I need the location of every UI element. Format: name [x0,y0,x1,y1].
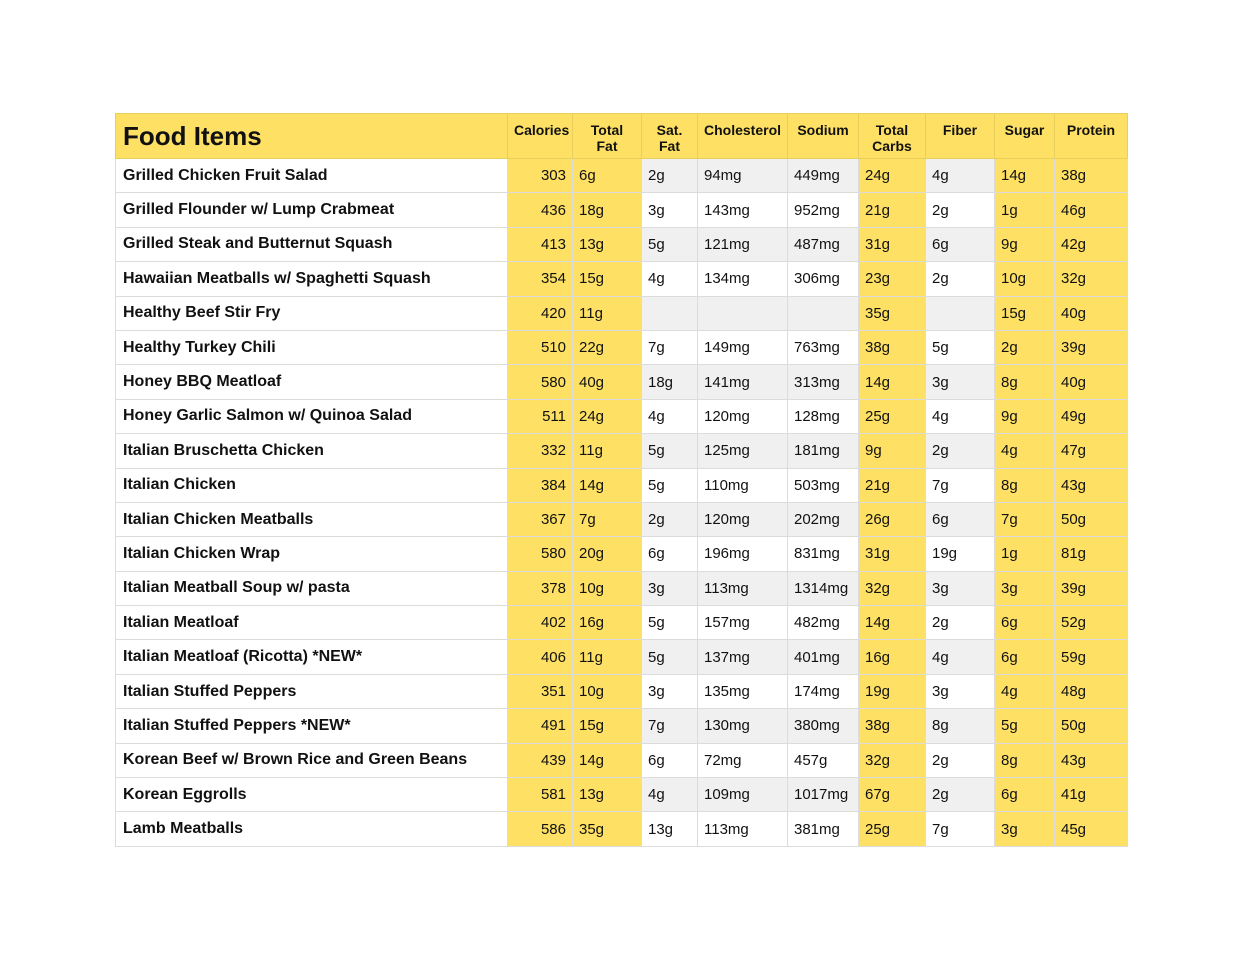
sugar-cell: 6g [995,778,1055,812]
calories-cell: 511 [508,399,573,433]
food-name-cell: Italian Chicken [116,468,508,502]
sugar-cell: 14g [995,159,1055,193]
sat-fat-cell: 18g [642,365,698,399]
table-row [116,778,1128,812]
food-name-cell: Healthy Turkey Chili [116,330,508,364]
sat-fat-cell: 3g [642,674,698,708]
protein-cell: 50g [1055,502,1128,536]
sugar-cell: 2g [995,330,1055,364]
sodium-cell: 174mg [788,674,859,708]
calories-cell: 413 [508,227,573,261]
protein-cell: 42g [1055,227,1128,261]
total-carbs-cell: 67g [859,778,926,812]
fiber-cell: 3g [926,365,995,399]
sat-fat-cell: 5g [642,468,698,502]
sat-fat-cell: 2g [642,502,698,536]
sugar-cell: 6g [995,640,1055,674]
total-fat-cell: 20g [573,537,642,571]
sodium-cell: 763mg [788,330,859,364]
food-name-cell: Italian Chicken Wrap [116,537,508,571]
calories-cell: 402 [508,606,573,640]
total-carbs-cell: 19g [859,674,926,708]
food-name-cell: Healthy Beef Stir Fry [116,296,508,330]
table-row [116,537,1128,571]
column-header-cholesterol: Cholesterol [698,114,788,159]
sugar-cell: 8g [995,468,1055,502]
cholesterol-cell: 134mg [698,262,788,296]
cholesterol-cell: 125mg [698,434,788,468]
total-carbs-cell: 14g [859,606,926,640]
food-name-cell: Grilled Flounder w/ Lump Crabmeat [116,193,508,227]
food-name-cell: Italian Meatball Soup w/ pasta [116,571,508,605]
cholesterol-cell: 196mg [698,537,788,571]
protein-cell: 47g [1055,434,1128,468]
protein-cell: 50g [1055,709,1128,743]
fiber-cell: 19g [926,537,995,571]
table-header [116,114,1128,159]
sugar-cell: 9g [995,399,1055,433]
food-name-cell: Italian Stuffed Peppers [116,674,508,708]
total-carbs-cell: 21g [859,468,926,502]
food-name-cell: Italian Meatloaf (Ricotta) *NEW* [116,640,508,674]
total-carbs-cell: 35g [859,296,926,330]
sodium-cell: 181mg [788,434,859,468]
calories-cell: 581 [508,778,573,812]
sat-fat-cell: 13g [642,812,698,846]
protein-cell: 41g [1055,778,1128,812]
total-carbs-cell: 9g [859,434,926,468]
cholesterol-cell: 143mg [698,193,788,227]
total-fat-cell: 13g [573,778,642,812]
fiber-cell: 2g [926,262,995,296]
cholesterol-cell: 130mg [698,709,788,743]
protein-cell: 39g [1055,571,1128,605]
fiber-cell: 3g [926,571,995,605]
fiber-cell: 4g [926,159,995,193]
calories-cell: 378 [508,571,573,605]
calories-cell: 367 [508,502,573,536]
total-carbs-cell: 31g [859,227,926,261]
food-name-cell: Grilled Steak and Butternut Squash [116,227,508,261]
sodium-cell: 449mg [788,159,859,193]
cholesterol-cell: 157mg [698,606,788,640]
table-row [116,812,1128,846]
fiber-cell: 2g [926,193,995,227]
sugar-cell: 1g [995,537,1055,571]
total-carbs-cell: 26g [859,502,926,536]
total-fat-cell: 14g [573,743,642,777]
total-carbs-cell: 32g [859,571,926,605]
total-fat-cell: 22g [573,330,642,364]
header-row [116,114,1128,159]
total-fat-cell: 10g [573,674,642,708]
protein-cell: 40g [1055,296,1128,330]
total-fat-cell: 35g [573,812,642,846]
cholesterol-cell: 110mg [698,468,788,502]
sat-fat-cell: 5g [642,640,698,674]
sugar-cell: 4g [995,674,1055,708]
protein-cell: 43g [1055,743,1128,777]
sugar-cell: 7g [995,502,1055,536]
fiber-cell: 2g [926,778,995,812]
protein-cell: 52g [1055,606,1128,640]
total-fat-cell: 14g [573,468,642,502]
total-carbs-cell: 14g [859,365,926,399]
table-row [116,262,1128,296]
calories-cell: 510 [508,330,573,364]
total-fat-cell: 15g [573,262,642,296]
table-row [116,502,1128,536]
sodium-cell: 831mg [788,537,859,571]
fiber-cell: 5g [926,330,995,364]
cholesterol-cell: 72mg [698,743,788,777]
cholesterol-cell: 120mg [698,399,788,433]
protein-cell: 48g [1055,674,1128,708]
fiber-cell: 8g [926,709,995,743]
table-row [116,743,1128,777]
total-fat-cell: 13g [573,227,642,261]
calories-cell: 354 [508,262,573,296]
sat-fat-cell: 4g [642,262,698,296]
protein-cell: 45g [1055,812,1128,846]
protein-cell: 81g [1055,537,1128,571]
total-fat-cell: 16g [573,606,642,640]
sugar-cell: 8g [995,743,1055,777]
total-fat-cell: 24g [573,399,642,433]
table-row [116,365,1128,399]
table-row [116,606,1128,640]
total-carbs-cell: 21g [859,193,926,227]
total-fat-cell: 6g [573,159,642,193]
cholesterol-cell: 120mg [698,502,788,536]
total-fat-cell: 10g [573,571,642,605]
sodium-cell: 381mg [788,812,859,846]
sat-fat-cell: 3g [642,571,698,605]
sat-fat-cell: 5g [642,227,698,261]
food-name-cell: Honey Garlic Salmon w/ Quinoa Salad [116,399,508,433]
calories-cell: 436 [508,193,573,227]
cholesterol-cell [698,296,788,330]
food-name-cell: Korean Beef w/ Brown Rice and Green Beans [116,743,508,777]
sat-fat-cell: 4g [642,778,698,812]
protein-cell: 59g [1055,640,1128,674]
cholesterol-cell: 141mg [698,365,788,399]
sat-fat-cell: 3g [642,193,698,227]
fiber-cell: 2g [926,606,995,640]
fiber-cell: 4g [926,399,995,433]
sodium-cell: 482mg [788,606,859,640]
calories-cell: 439 [508,743,573,777]
total-fat-cell: 11g [573,434,642,468]
sat-fat-cell: 6g [642,743,698,777]
sugar-cell: 5g [995,709,1055,743]
table-row [116,227,1128,261]
fiber-cell: 7g [926,812,995,846]
table-row [116,193,1128,227]
food-name-cell: Korean Eggrolls [116,778,508,812]
table-row [116,640,1128,674]
sugar-cell: 3g [995,571,1055,605]
sugar-cell: 4g [995,434,1055,468]
sat-fat-cell: 7g [642,330,698,364]
protein-cell: 32g [1055,262,1128,296]
sodium-cell: 457g [788,743,859,777]
calories-cell: 580 [508,365,573,399]
fiber-cell: 4g [926,640,995,674]
calories-cell: 351 [508,674,573,708]
fiber-cell: 3g [926,674,995,708]
sodium-cell: 487mg [788,227,859,261]
protein-cell: 40g [1055,365,1128,399]
food-name-cell: Italian Meatloaf [116,606,508,640]
calories-cell: 586 [508,812,573,846]
cholesterol-cell: 113mg [698,812,788,846]
food-name-cell: Italian Chicken Meatballs [116,502,508,536]
food-name-cell: Lamb Meatballs [116,812,508,846]
cholesterol-cell: 94mg [698,159,788,193]
cholesterol-cell: 121mg [698,227,788,261]
calories-cell: 303 [508,159,573,193]
sugar-cell: 6g [995,606,1055,640]
total-carbs-cell: 25g [859,812,926,846]
column-header-sugar: Sugar [995,114,1055,159]
sat-fat-cell: 7g [642,709,698,743]
sugar-cell: 10g [995,262,1055,296]
sat-fat-cell: 2g [642,159,698,193]
sodium-cell: 1017mg [788,778,859,812]
sugar-cell: 1g [995,193,1055,227]
table-title: Food Items [116,114,508,159]
total-carbs-cell: 38g [859,330,926,364]
calories-cell: 420 [508,296,573,330]
cholesterol-cell: 137mg [698,640,788,674]
sodium-cell: 380mg [788,709,859,743]
sodium-cell: 503mg [788,468,859,502]
protein-cell: 39g [1055,330,1128,364]
total-fat-cell: 11g [573,640,642,674]
total-fat-cell: 7g [573,502,642,536]
column-header-fiber: Fiber [926,114,995,159]
sodium-cell [788,296,859,330]
sat-fat-cell: 4g [642,399,698,433]
sodium-cell: 401mg [788,640,859,674]
fiber-cell: 6g [926,227,995,261]
sat-fat-cell: 5g [642,434,698,468]
food-name-cell: Italian Bruschetta Chicken [116,434,508,468]
protein-cell: 49g [1055,399,1128,433]
sat-fat-cell: 5g [642,606,698,640]
food-name-cell: Italian Stuffed Peppers *NEW* [116,709,508,743]
sugar-cell: 8g [995,365,1055,399]
food-name-cell: Hawaiian Meatballs w/ Spaghetti Squash [116,262,508,296]
sodium-cell: 313mg [788,365,859,399]
food-name-cell: Honey BBQ Meatloaf [116,365,508,399]
nutrition-table [115,113,1128,847]
sodium-cell: 952mg [788,193,859,227]
cholesterol-cell: 113mg [698,571,788,605]
table-row [116,709,1128,743]
column-header-sat-fat: Sat. Fat [642,114,698,159]
total-carbs-cell: 31g [859,537,926,571]
table-row [116,468,1128,502]
table-row [116,159,1128,193]
calories-cell: 580 [508,537,573,571]
protein-cell: 43g [1055,468,1128,502]
total-carbs-cell: 32g [859,743,926,777]
table-row [116,399,1128,433]
total-fat-cell: 11g [573,296,642,330]
sodium-cell: 306mg [788,262,859,296]
column-header-total-fat: Total Fat [573,114,642,159]
table-row [116,674,1128,708]
calories-cell: 384 [508,468,573,502]
total-carbs-cell: 23g [859,262,926,296]
column-header-protein: Protein [1055,114,1128,159]
total-carbs-cell: 24g [859,159,926,193]
total-carbs-cell: 16g [859,640,926,674]
table-body [116,159,1128,847]
sodium-cell: 128mg [788,399,859,433]
fiber-cell [926,296,995,330]
sat-fat-cell: 6g [642,537,698,571]
column-header-total-carbs: Total Carbs [859,114,926,159]
sodium-cell: 202mg [788,502,859,536]
cholesterol-cell: 109mg [698,778,788,812]
total-fat-cell: 18g [573,193,642,227]
fiber-cell: 2g [926,434,995,468]
column-header-sodium: Sodium [788,114,859,159]
fiber-cell: 6g [926,502,995,536]
sat-fat-cell [642,296,698,330]
calories-cell: 406 [508,640,573,674]
protein-cell: 38g [1055,159,1128,193]
total-fat-cell: 15g [573,709,642,743]
total-carbs-cell: 25g [859,399,926,433]
sodium-cell: 1314mg [788,571,859,605]
food-name-cell: Grilled Chicken Fruit Salad [116,159,508,193]
table-row [116,296,1128,330]
sugar-cell: 15g [995,296,1055,330]
total-fat-cell: 40g [573,365,642,399]
fiber-cell: 7g [926,468,995,502]
column-header-calories: Calories [508,114,573,159]
calories-cell: 332 [508,434,573,468]
table-row [116,434,1128,468]
fiber-cell: 2g [926,743,995,777]
total-carbs-cell: 38g [859,709,926,743]
calories-cell: 491 [508,709,573,743]
table-row [116,330,1128,364]
cholesterol-cell: 149mg [698,330,788,364]
cholesterol-cell: 135mg [698,674,788,708]
sugar-cell: 3g [995,812,1055,846]
sugar-cell: 9g [995,227,1055,261]
protein-cell: 46g [1055,193,1128,227]
table-row [116,571,1128,605]
